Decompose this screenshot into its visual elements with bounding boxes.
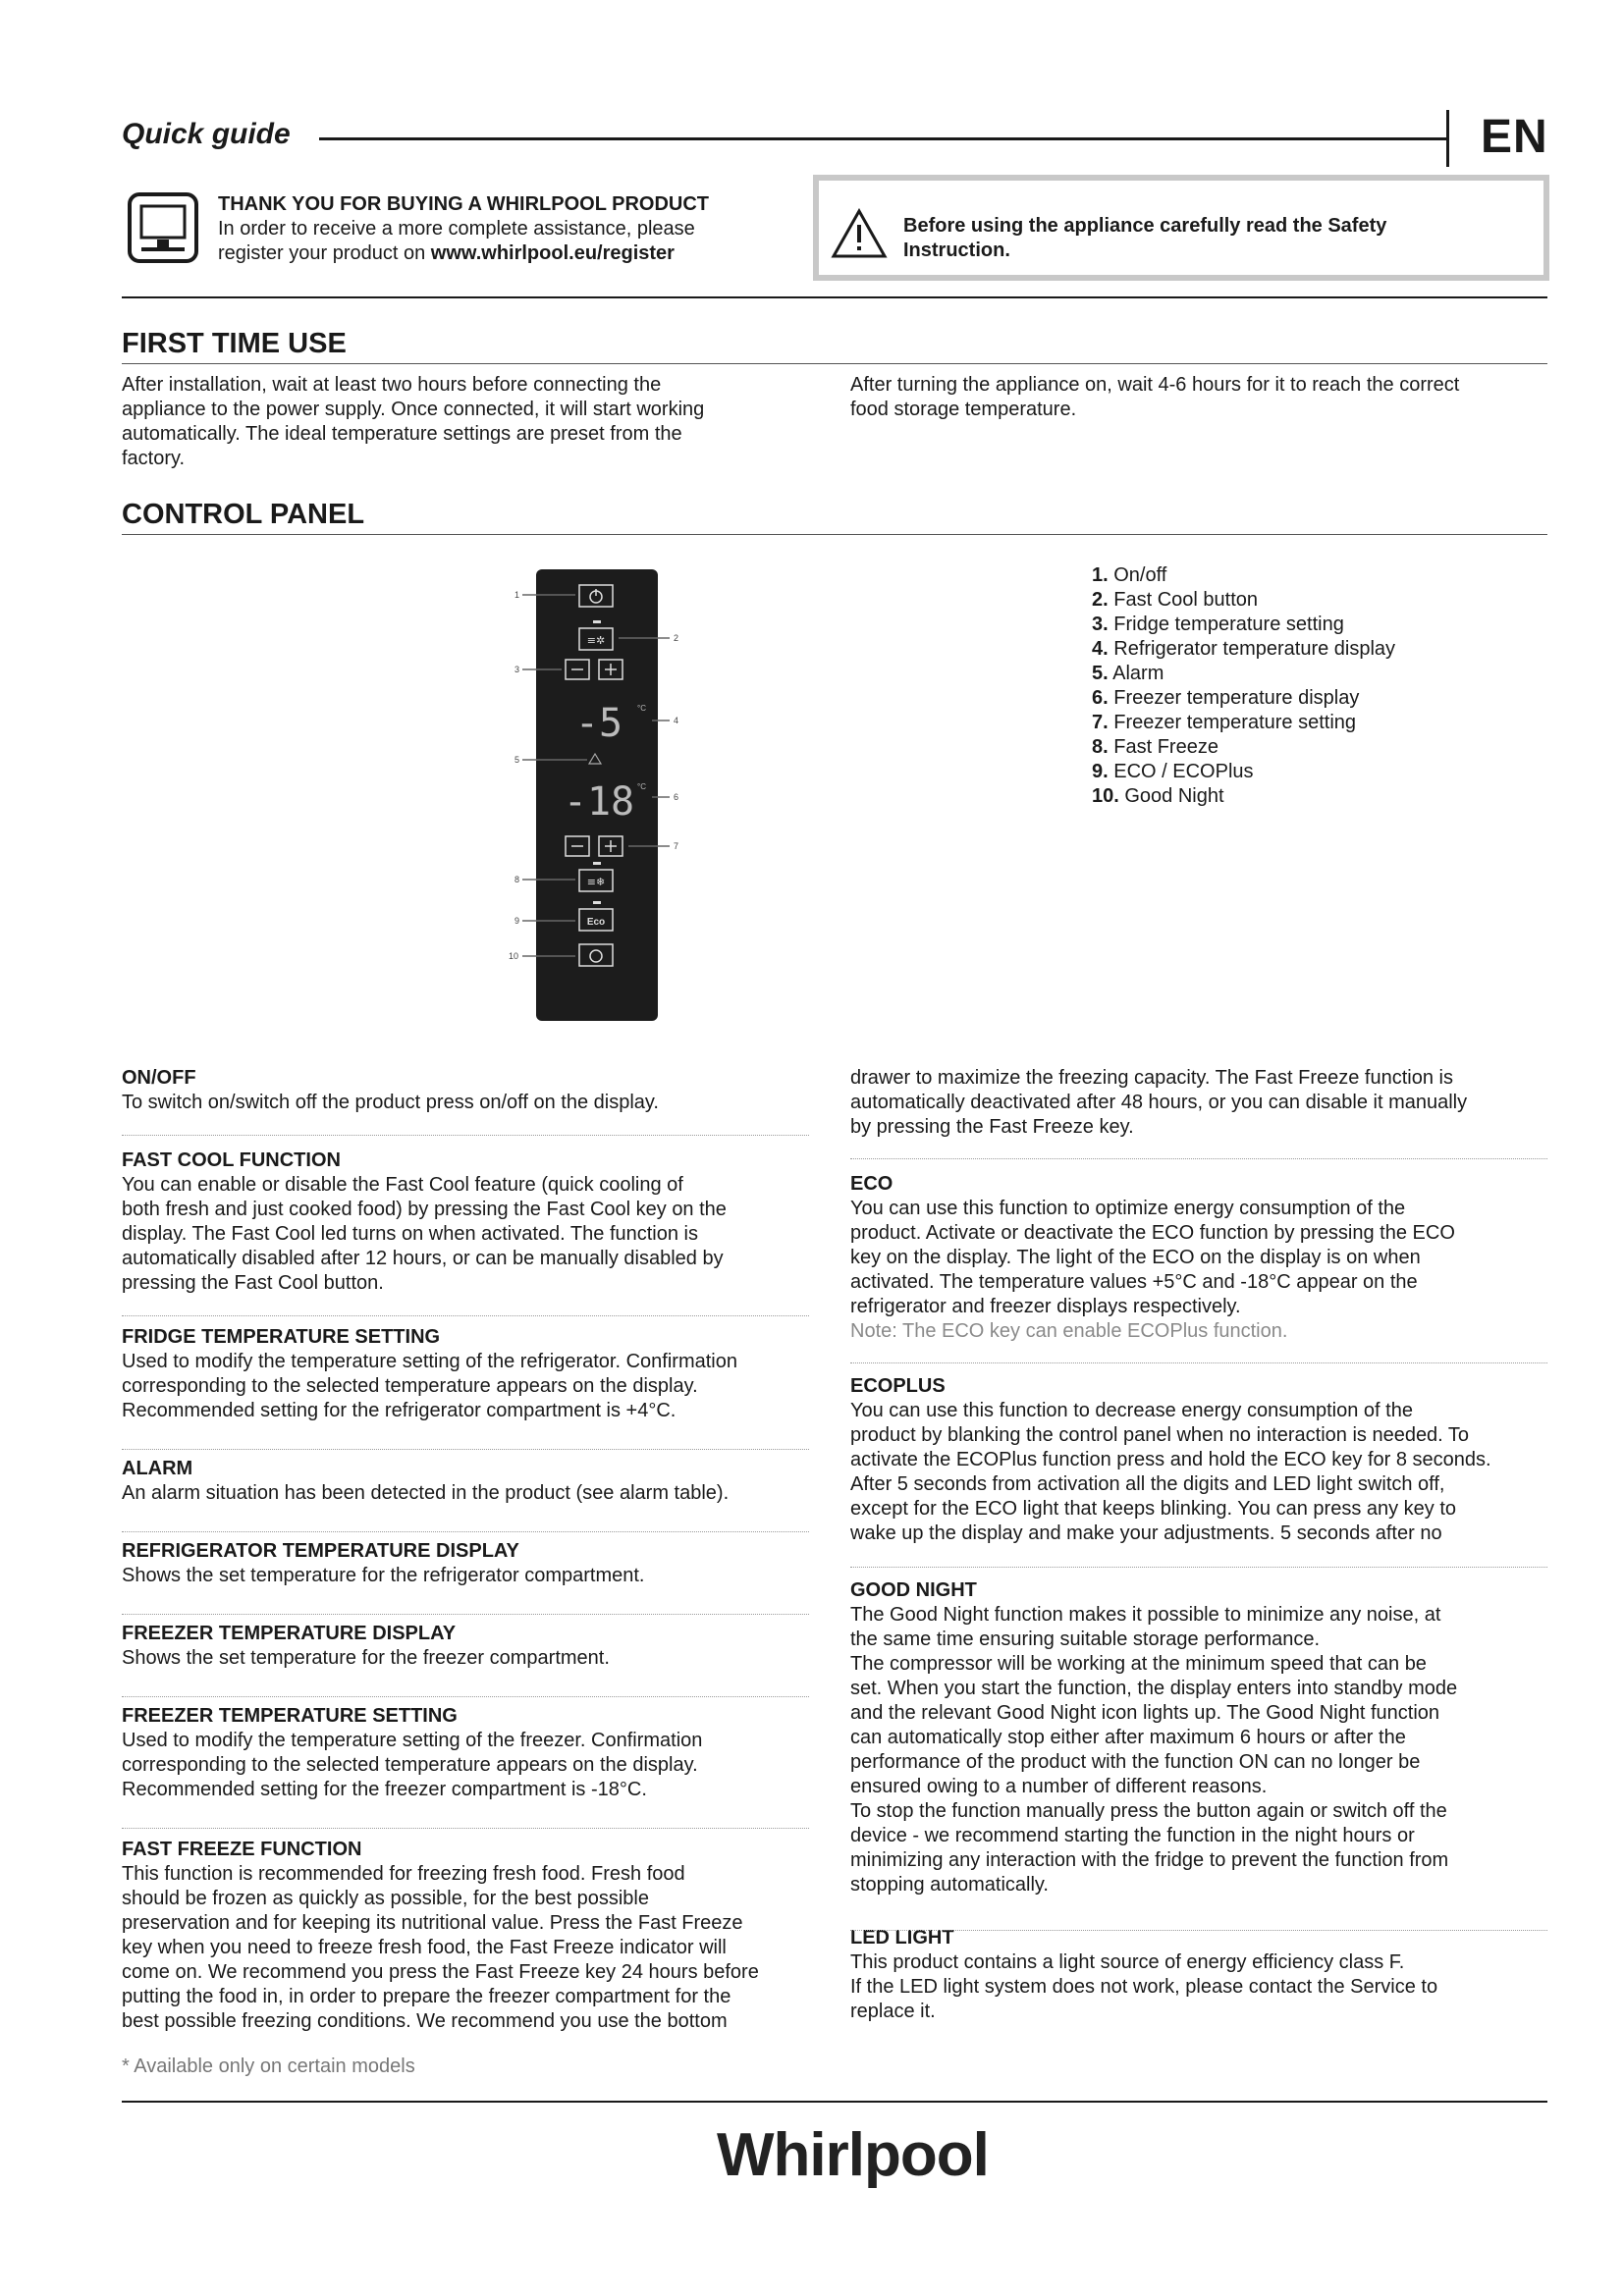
text-line: automatically disabled after 12 hours, or can be manually disabled by bbox=[122, 1248, 724, 1269]
legend-number: 6. bbox=[1092, 687, 1109, 709]
control-panel-diagram bbox=[501, 565, 697, 1027]
text-line: This function is recommended for freezing fresh food. Fresh food bbox=[122, 1863, 685, 1885]
callout-label: 1 bbox=[514, 590, 520, 600]
fast-cool-led bbox=[593, 620, 601, 623]
callout-label: 2 bbox=[674, 633, 679, 643]
header-divider bbox=[1446, 110, 1449, 167]
text-line: Used to modify the temperature setting of the refrigerator. Confirmation bbox=[122, 1351, 737, 1372]
text-line: To stop the function manually press the button again or switch off the bbox=[850, 1800, 1447, 1822]
legend-item bbox=[1092, 637, 1395, 662]
text-line: key on the display. The light of the ECO on the display is on when bbox=[850, 1247, 1421, 1268]
text-line: both fresh and just cooked food) by pressing the Fast Cool key on the bbox=[122, 1199, 727, 1220]
text-line: Used to modify the temperature setting of the freezer. Confirmation bbox=[122, 1730, 703, 1751]
callout-label: 9 bbox=[514, 916, 520, 926]
section-freezer-temperature-display bbox=[122, 1622, 809, 1686]
legend-item bbox=[1092, 760, 1395, 784]
section-title: ON/OFF bbox=[122, 1067, 196, 1089]
freezer-temperature-display: -18 bbox=[563, 779, 635, 825]
eco-label: Eco bbox=[586, 917, 606, 928]
callout-label: 8 bbox=[514, 875, 520, 884]
text-line: Recommended setting for the refrigerator compartment is +4°C. bbox=[122, 1400, 677, 1421]
text-line: An alarm situation has been detected in the product (see alarm table). bbox=[122, 1482, 730, 1504]
unit-label: °C bbox=[637, 704, 646, 713]
legend-number: 8. bbox=[1092, 736, 1109, 758]
text-line: can automatically stop either after maximum 6 hours or after the bbox=[850, 1727, 1406, 1748]
text-line: activate the ECOPlus function press and hold the ECO key for 8 seconds. bbox=[850, 1449, 1491, 1470]
text-line: stopping automatically. bbox=[850, 1874, 1049, 1896]
fridge-temperature-display: -5 bbox=[574, 701, 623, 746]
legend-number: 4. bbox=[1092, 638, 1109, 660]
text-line: drawer to maximize the freezing capacity. The Fast Freeze function is bbox=[850, 1067, 1453, 1089]
register-line-2: register your product on bbox=[218, 242, 431, 264]
section-freezer-temperature-setting bbox=[122, 1704, 809, 1818]
text-line: come on. We recommend you press the Fast Freeze key 24 hours before bbox=[122, 1961, 759, 1983]
safety-line-2: Instruction. bbox=[903, 240, 1010, 261]
legend-item bbox=[1092, 784, 1395, 809]
language-badge: EN bbox=[1481, 111, 1548, 163]
text-line: This product contains a light source of energy efficiency class F. bbox=[850, 1951, 1405, 1973]
legend-item bbox=[1092, 563, 1395, 588]
legend-number: 9. bbox=[1092, 761, 1109, 782]
footnote: * Available only on certain models bbox=[122, 2056, 415, 2077]
text-line: by pressing the Fast Freeze key. bbox=[850, 1116, 1134, 1138]
section-refrigerator-temperature-display bbox=[122, 1539, 809, 1604]
section-fast-freeze bbox=[122, 1838, 809, 2034]
section-title: ECO bbox=[850, 1173, 893, 1195]
legend-label: Freezer temperature setting bbox=[1113, 712, 1357, 733]
text-line: factory. bbox=[122, 448, 186, 469]
footer-rule bbox=[122, 2101, 1547, 2103]
text-line: wake up the display and make your adjustments. 5 seconds after no bbox=[850, 1522, 1442, 1544]
text-line: After 5 seconds from activation all the digits and LED light switch off, bbox=[850, 1473, 1445, 1495]
text-line: minimizing any interaction with the fridge to prevent the function from bbox=[850, 1849, 1449, 1871]
section-fast-cool bbox=[122, 1148, 809, 1306]
section-title: ALARM bbox=[122, 1458, 193, 1479]
text-line: except for the ECO light that keeps blinking. You can press any key to bbox=[850, 1498, 1457, 1520]
section-eco bbox=[850, 1172, 1547, 1351]
text-line: Shows the set temperature for the refrigerator compartment. bbox=[122, 1565, 645, 1586]
whirlpool-logo: Whirlpool bbox=[717, 2121, 989, 2189]
text-line: You can enable or disable the Fast Cool feature (quick cooling of bbox=[122, 1174, 683, 1196]
legend-label: Alarm bbox=[1112, 663, 1164, 684]
text-line: automatically. The ideal temperature settings are preset from the bbox=[122, 423, 682, 445]
text-line: putting the food in, in order to prepare the freezer compartment for the bbox=[122, 1986, 731, 2007]
unit-label: °C bbox=[637, 782, 646, 791]
callout-label: 5 bbox=[514, 755, 520, 765]
callout-label: 10 bbox=[509, 951, 519, 961]
text-line: product by blanking the control panel when no interaction is needed. To bbox=[850, 1424, 1470, 1446]
text-line: You can use this function to decrease energy consumption of the bbox=[850, 1400, 1413, 1421]
section-title: FAST COOL FUNCTION bbox=[122, 1149, 341, 1171]
text-line: corresponding to the selected temperature appears on the display. bbox=[122, 1754, 698, 1776]
legend-number: 5. bbox=[1092, 663, 1109, 684]
text-line: pressing the Fast Cool button. bbox=[122, 1272, 384, 1294]
callout-label: 3 bbox=[514, 665, 520, 674]
text-line: key when you need to freeze fresh food, the Fast Freeze indicator will bbox=[122, 1937, 727, 1958]
left-column bbox=[122, 1066, 809, 2034]
text-line: automatically deactivated after 48 hours, or you can disable it manually bbox=[850, 1092, 1468, 1113]
thanks-heading: THANK YOU FOR BUYING A WHIRLPOOL PRODUCT bbox=[218, 193, 709, 215]
text-line: refrigerator and freezer displays respectively. bbox=[850, 1296, 1241, 1317]
section-alarm bbox=[122, 1457, 809, 1522]
text-line: appliance to the power supply. Once connected, it will start working bbox=[122, 399, 705, 420]
legend-item bbox=[1092, 711, 1395, 735]
text-line: and the relevant Good Night icon lights up. The Good Night function bbox=[850, 1702, 1440, 1724]
section-title: REFRIGERATOR TEMPERATURE DISPLAY bbox=[122, 1540, 519, 1562]
text-line: the same time ensuring suitable storage performance. bbox=[850, 1629, 1321, 1650]
text-line: should be frozen as quickly as possible, for the best possible bbox=[122, 1888, 649, 1909]
legend-label: Fast Freeze bbox=[1113, 736, 1218, 758]
text-line: The Good Night function makes it possible to minimize any noise, at bbox=[850, 1604, 1441, 1626]
legend-number: 7. bbox=[1092, 712, 1109, 733]
text-line: You can use this function to optimize energy consumption of the bbox=[850, 1198, 1406, 1219]
legend-label: On/off bbox=[1113, 564, 1167, 586]
section-title: FAST FREEZE FUNCTION bbox=[122, 1839, 362, 1860]
text-line: ensured owing to a number of different reasons. bbox=[850, 1776, 1268, 1797]
text-line: activated. The temperature values +5°C and -18°C appear on the bbox=[850, 1271, 1418, 1293]
section-on-off bbox=[122, 1066, 809, 1131]
legend-label: ECO / ECOPlus bbox=[1113, 761, 1254, 782]
text-line: device - we recommend starting the function in the night hours or bbox=[850, 1825, 1415, 1846]
section-title: FREEZER TEMPERATURE DISPLAY bbox=[122, 1623, 457, 1644]
section-led-light bbox=[850, 1926, 1547, 2024]
section-title: GOOD NIGHT bbox=[850, 1579, 977, 1601]
text-line: After turning the appliance on, wait 4-6 hours for it to reach the correct bbox=[850, 374, 1460, 396]
callout-label: 6 bbox=[674, 792, 679, 802]
divider bbox=[122, 534, 1547, 535]
text-line: food storage temperature. bbox=[850, 399, 1077, 420]
warning-icon bbox=[831, 208, 888, 259]
section-good-night bbox=[850, 1578, 1547, 1902]
text-line: After installation, wait at least two hours before connecting the bbox=[122, 374, 662, 396]
safety-notice bbox=[903, 214, 1532, 263]
legend-label: Refrigerator temperature display bbox=[1113, 638, 1396, 660]
legend-label: Freezer temperature display bbox=[1113, 687, 1360, 709]
text-line: replace it. bbox=[850, 2001, 936, 2022]
first-time-use-right bbox=[850, 373, 1547, 422]
register-line-1: In order to receive a more complete assistance, please bbox=[218, 218, 695, 240]
register-notice bbox=[218, 192, 709, 266]
section-title: FRIDGE TEMPERATURE SETTING bbox=[122, 1326, 441, 1348]
text-line: best possible freezing conditions. We recommend you use the bottom bbox=[122, 2010, 728, 2032]
text-line: If the LED light system does not work, please contact the Service to bbox=[850, 1976, 1438, 1998]
section-fast-freeze-continued bbox=[850, 1066, 1547, 1148]
text-line: preservation and for keeping its nutritional value. Press the Fast Freeze bbox=[122, 1912, 743, 1934]
legend-label: Good Night bbox=[1124, 785, 1224, 807]
first-time-use-heading: FIRST TIME USE bbox=[122, 328, 347, 359]
snowflake-icon: ≡❄ bbox=[586, 876, 606, 888]
section-ecoplus bbox=[850, 1374, 1547, 1553]
legend-label: Fridge temperature setting bbox=[1113, 614, 1344, 635]
right-column bbox=[850, 1066, 1547, 2024]
section-title: FREEZER TEMPERATURE SETTING bbox=[122, 1705, 458, 1727]
text-line: Shows the set temperature for the freezer compartment. bbox=[122, 1647, 610, 1669]
divider bbox=[122, 296, 1547, 298]
register-link[interactable]: www.whirlpool.eu/register bbox=[430, 242, 675, 264]
divider bbox=[122, 363, 1547, 364]
text-line: set. When you start the function, the display enters into standby mode bbox=[850, 1678, 1458, 1699]
text-line: performance of the product with the function ON can no longer be bbox=[850, 1751, 1421, 1773]
eco-led bbox=[593, 901, 601, 904]
page-title: Quick guide bbox=[122, 118, 291, 150]
legend-item bbox=[1092, 662, 1395, 686]
control-panel-heading: CONTROL PANEL bbox=[122, 499, 365, 530]
legend-item bbox=[1092, 735, 1395, 760]
text-line: The compressor will be working at the minimum speed that can be bbox=[850, 1653, 1427, 1675]
legend-item bbox=[1092, 613, 1395, 637]
section-title: ECOPLUS bbox=[850, 1375, 946, 1397]
text-line: product. Activate or deactivate the ECO function by pressing the ECO bbox=[850, 1222, 1455, 1244]
text-line: display. The Fast Cool led turns on when activated. The function is bbox=[122, 1223, 698, 1245]
eco-note: Note: The ECO key can enable ECOPlus function. bbox=[850, 1320, 1288, 1342]
legend-number: 1. bbox=[1092, 564, 1109, 586]
section-title: LED LIGHT bbox=[850, 1927, 954, 1949]
section-fridge-temperature-setting bbox=[122, 1325, 809, 1439]
legend-number: 10. bbox=[1092, 785, 1119, 807]
fast-freeze-led bbox=[593, 862, 601, 865]
text-line: To switch on/switch off the product press on/off on the display. bbox=[122, 1092, 659, 1113]
legend-number: 2. bbox=[1092, 589, 1109, 611]
header-rule bbox=[319, 137, 1446, 140]
legend-item bbox=[1092, 588, 1395, 613]
callout-label: 4 bbox=[674, 716, 679, 725]
first-time-use-left bbox=[122, 373, 809, 471]
callout-label: 7 bbox=[674, 841, 679, 851]
legend-number: 3. bbox=[1092, 614, 1109, 635]
monitor-icon bbox=[128, 192, 198, 263]
legend-item bbox=[1092, 686, 1395, 711]
fast-cool-icon: ≡✲ bbox=[586, 634, 606, 647]
text-line: Recommended setting for the freezer compartment is -18°C. bbox=[122, 1779, 647, 1800]
text-line: corresponding to the selected temperature appears on the display. bbox=[122, 1375, 698, 1397]
legend-label: Fast Cool button bbox=[1113, 589, 1258, 611]
safety-line-1: Before using the appliance carefully read the Safety bbox=[903, 215, 1387, 237]
control-panel-legend bbox=[1092, 563, 1395, 809]
